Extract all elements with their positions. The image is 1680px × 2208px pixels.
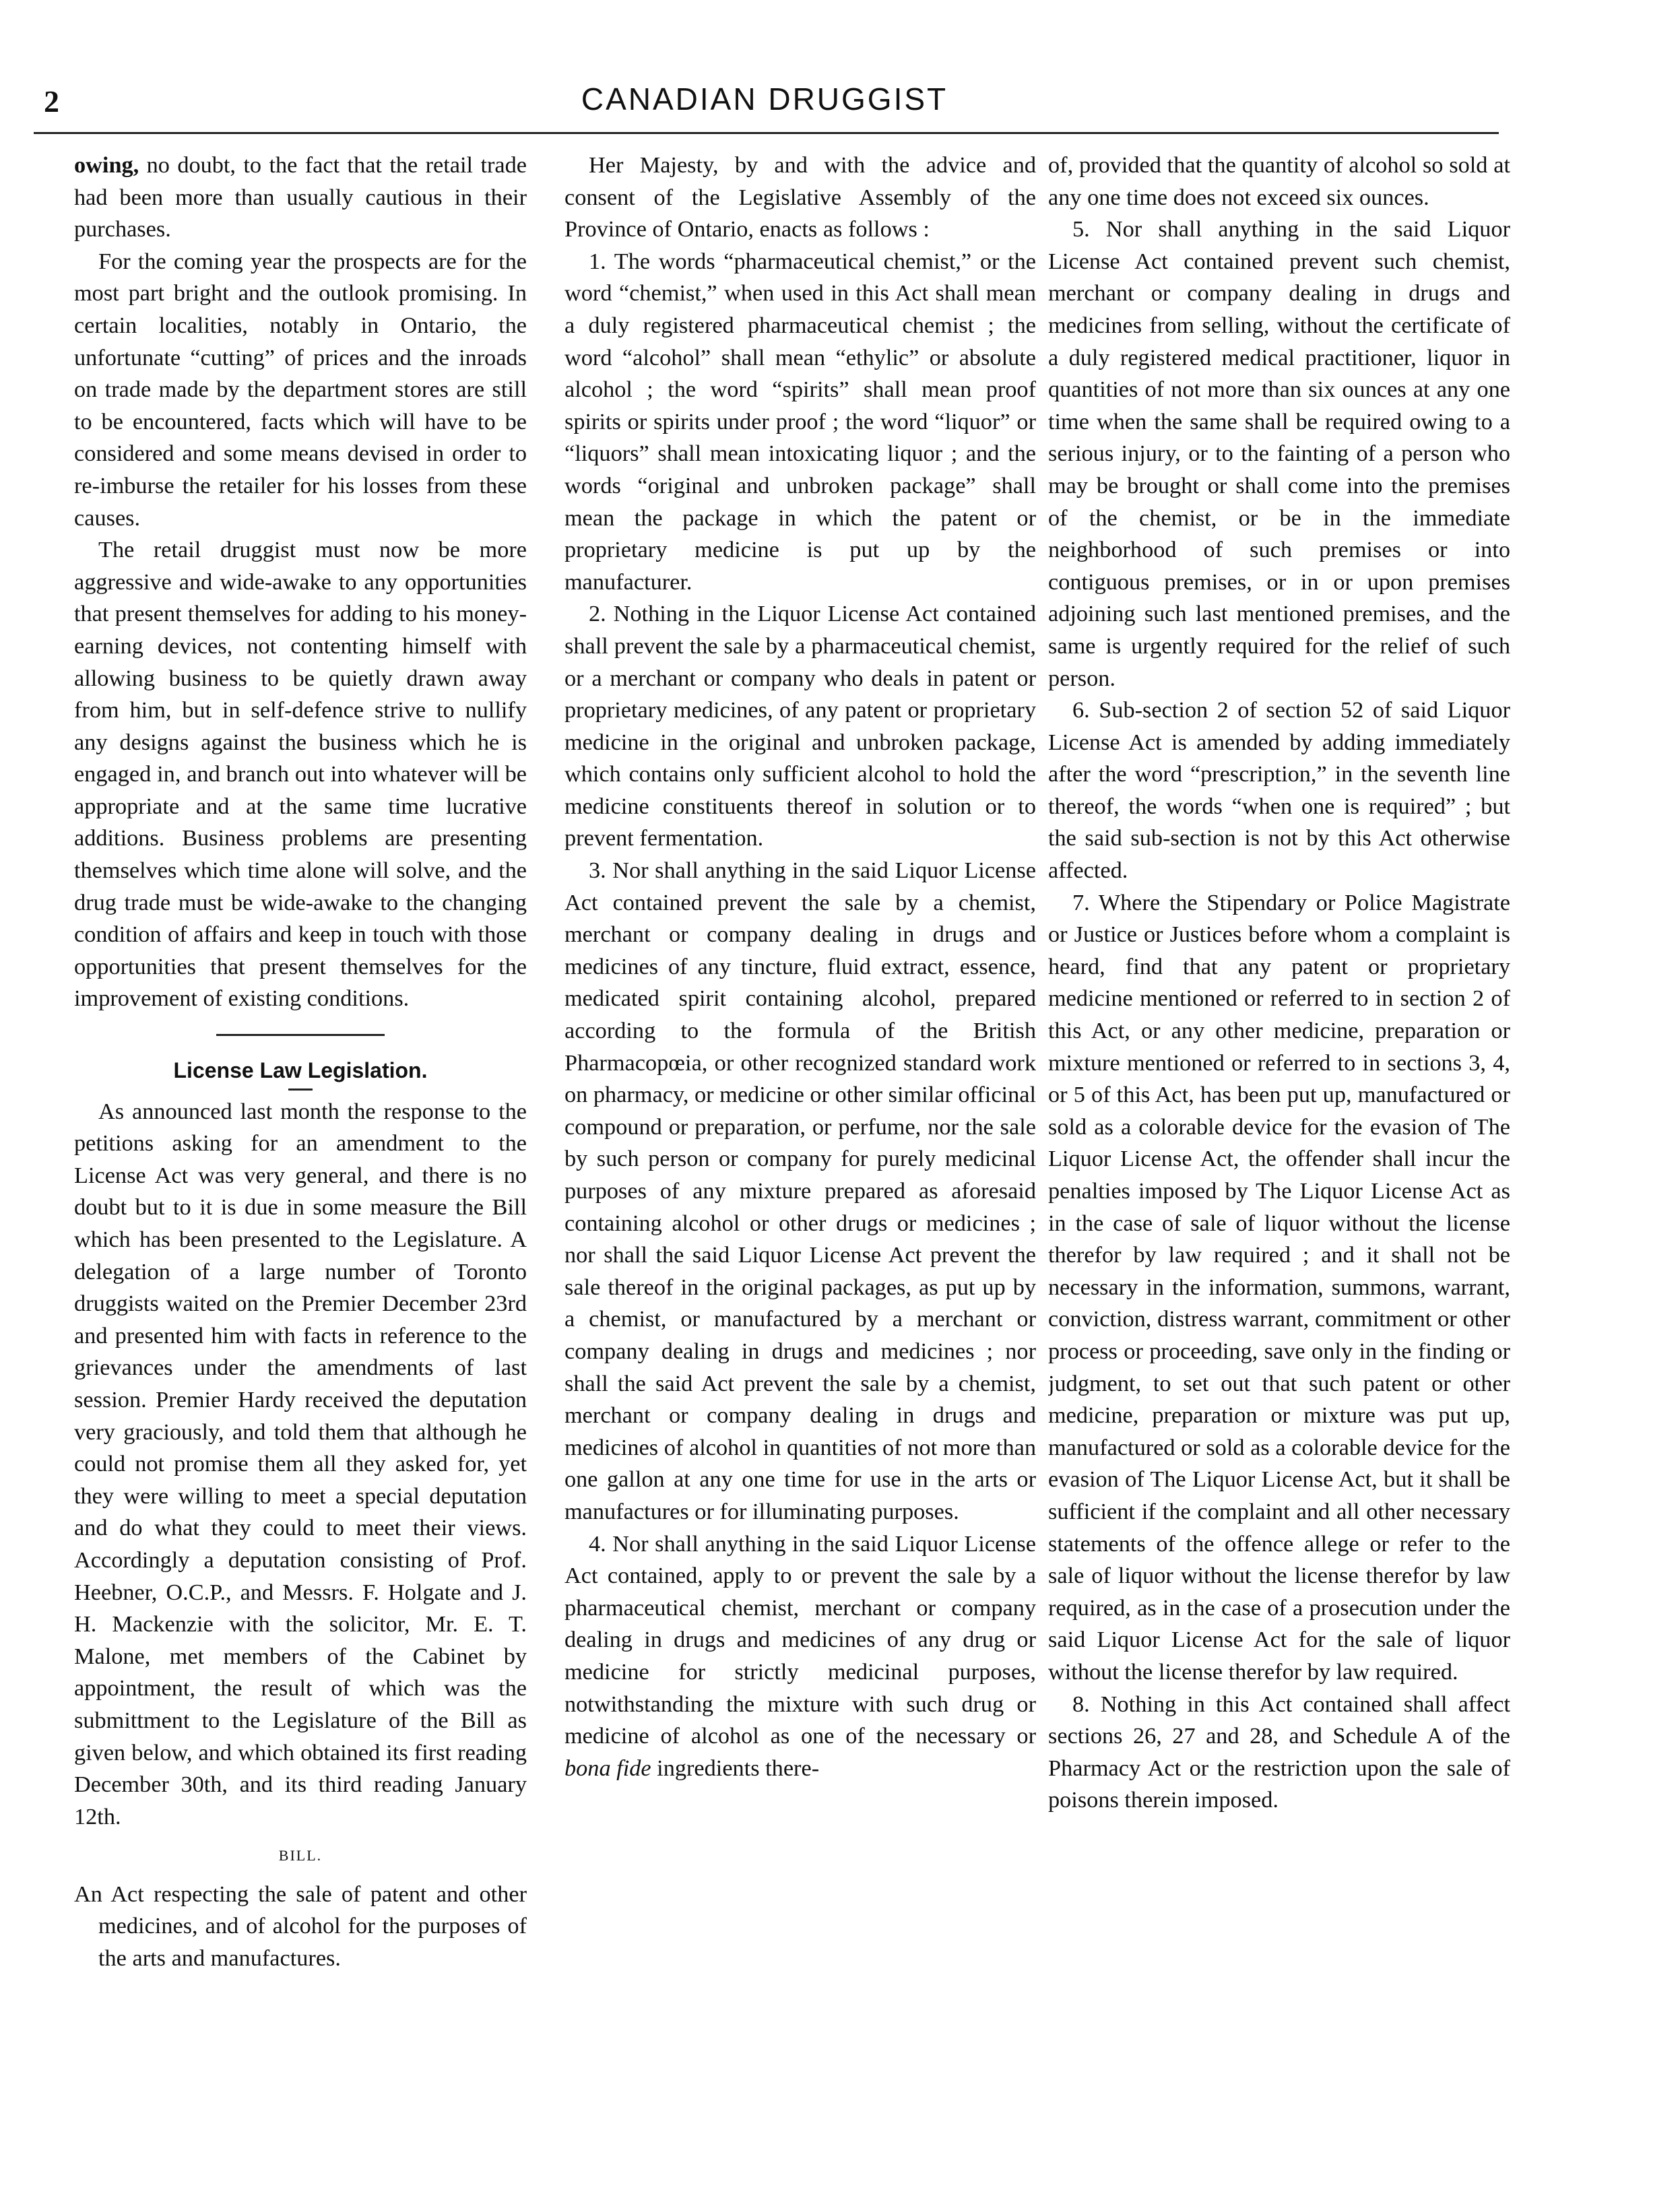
bill-section-4-italic: bona fide bbox=[564, 1755, 651, 1781]
bill-section-7: 7. Where the Stipendary or Police Magistrate or Justice or Justices before whom a complaint is heard, find that any patent or proprietary medicine mentioned or referred to in section 2 of this Act, or any other medicine, preparation or mixture mentioned or referred to in sections 3, 4, or 5 of this Act, has been put up, manufactured or sold as a colorable device for the evasion of The Liquor License Act, the offender shall incur the penalties imposed by The Liquor License Act as in the case of sale of liquor without the license therefor by law required ; and it shall not be necessary in the information, summons, warrant, conviction, distress warrant, commitment or other process or proceeding, save only in the finding or judgment, to set out that such patent or other medicine, preparation or mixture was put up, manufactured or sold as a colorable device for the evasion of The Liquor License Act, but it shall be sufficient if the complaint and all other necessary statements of the offence allege or refer to the sale of liquor without the license therefor by law required, as in the case of a prosecution under the said Liquor License Act for the sale of liquor without the license therefor by law required. bbox=[1048, 889, 1510, 1685]
paragraph-prospects: For the coming year the prospects are for the most part bright and the outlook promising. In certain localities, notably in Ontario, the unfortunate “cutting” of prices and the inroads on trade made by the department stores are still to be encountered, facts which will have to be considered and some means devised in order to re-imburse the retailer for his losses from these causes. bbox=[74, 248, 527, 531]
bill-section-4 bbox=[564, 1528, 1036, 1785]
bill-preamble: Her Majesty, by and with the advice and consent of the Legislative Assembly of the Province of Ontario, enacts as follows : bbox=[564, 152, 1036, 242]
bill-section-8: 8. Nothing in this Act contained shall affect sections 26, 27 and 28, and Schedule A of the Pharmacy Act or the restriction upon the sale of poisons therein imposed. bbox=[1048, 1691, 1510, 1813]
column-1 bbox=[74, 150, 527, 2170]
page-header bbox=[37, 81, 1492, 135]
page-number: 2 bbox=[44, 84, 59, 119]
paragraph-text: no doubt, to the fact that the retail trade had been more than usually cautious in their purchases. bbox=[74, 152, 527, 242]
bill-title: An Act respecting the sale of patent and other medicines, and of alcohol for the purposes of the arts and manufactures. bbox=[74, 1881, 527, 1972]
bill-section-4-text: 4. Nor shall anything in the said Liquor License Act contained, apply to or prevent the sale by a pharmaceutical chemist, merchant or company dealing in drugs and medicines of any drug or medicine for strictly medicinal purposes, notwithstanding the mixture with such drug or medicine of alcohol as one of the necessary or bbox=[564, 1530, 1036, 1749]
paragraph-continued bbox=[74, 150, 527, 246]
bill-section-4-continued: of, provided that the quantity of alcohol so sold at any one time does not exceed six ounces. bbox=[1048, 152, 1510, 210]
column-3 bbox=[1048, 150, 1510, 2170]
paragraph-announcement: As announced last month the response to the petitions asking for an amendment to the License Act was very general, and there is no doubt but to it is due in some measure the Bill which has been presented to the Legislature. A delegation of a large number of Toronto druggists waited on the Premier December 23rd and presented him with facts in reference to the grievances under the amendments of last session. Premier Hardy received the deputation very graciously, and told them that although he could not promise them all they asked for, yet they were willing to meet a special deputation and do what they could to meet their views. Accordingly a deputation consisting of Prof. Heebner, O.C.P., and Messrs. F. Holgate and J. H. Mackenzie with the solicitor, Mr. E. T. Malone, met members of the Cabinet by appointment, the result of which was the submittment to the Legislature of the Bill as given below, and which obtained its first reading December 30th, and its third reading January 12th. bbox=[74, 1098, 527, 1829]
section-heading: License Law Legislation. bbox=[173, 1058, 428, 1083]
bill-section-2: 2. Nothing in the Liquor License Act contained shall prevent the sale by a pharmaceutical chemist, or a merchant or company who deals in patent or proprietary medicines, of any patent or proprietary medicine in the original and unbroken package, which contains only sufficient alcohol to hold the medicine constituents thereof in solution or to prevent fermentation. bbox=[564, 601, 1036, 851]
paragraph-aggressive: The retail druggist must now be more aggressive and wide-awake to any opportunities that present themselves for adding to his money-earning devices, not contenting himself with allowing business to be quietly drawn away from him, but in self-defence strive to nullify any designs against the business which he is engaged in, and branch out into whatever will be appropriate and at the same time lucrative additions. Business problems are presenting themselves which time alone will solve, and the drug trade must be wide-awake to the changing condition of affairs and keep in touch with those opportunities that present themselves for the improvement of existing conditions. bbox=[74, 537, 527, 1012]
header-rule bbox=[34, 132, 1499, 134]
paragraph-lead-word: owing, bbox=[74, 152, 139, 178]
bill-section-3: 3. Nor shall anything in the said Liquor License Act contained prevent the sale by a chemist, merchant or company dealing in drugs and medicines of any tincture, fluid extract, essence, medicated spirit containing alcohol, prepared according to the formula of the British Pharmacopœia, or other recognized standard work on pharmacy, or medicine or other similar officinal compound or preparation, or perfume, nor the sale by such person or company for purely medicinal purposes of any mixture prepared as aforesaid containing alcohol or other drugs or medicines ; nor shall the said Liquor License Act prevent the sale thereof in the original packages, as put up by a chemist, or manufactured by a merchant or company dealing in drugs and medicines ; nor shall the said Act prevent the sale by a chemist, merchant or company dealing in drugs and medicines of alcohol in quantities of not more than one gallon at any one time for use in the arts or manufactures or for illuminating purposes. bbox=[564, 857, 1036, 1524]
bill-section-5: 5. Nor shall anything in the said Liquor License Act contained prevent such chemist, merchant or company dealing in drugs and medicines from selling, without the certificate of a duly registered medical practitioner, liquor in quantities of not more than six ounces at any one time when the same shall be required owing to a serious injury, or to the fainting of a person who may be brought or shall come into the premises of the chemist, or be in the immediate neighborhood of such premises or into contiguous premises, or in or upon premises adjoining such last mentioned premises, and the same is urgently required for the relief of such person. bbox=[1048, 216, 1510, 691]
bill-section-1: 1. The words “pharmaceutical chemist,” or the word “chemist,” when used in this Act shall mean a duly registered pharmaceutical chemist ; the word “alcohol” shall mean “ethylic” or absolute alcohol ; the word “spirits” shall mean proof spirits or spirits under proof ; the word “liquor” or “liquors” shall mean intoxicating liquor ; and the words “original and unbroken package” shall mean the package in which the patent or proprietary medicine is put up by the manufacturer. bbox=[564, 248, 1036, 595]
bill-heading: BILL. bbox=[278, 1847, 323, 1864]
bill-section-6: 6. Sub-section 2 of section 52 of said Liquor License Act is amended by adding immediately after the word “prescription,” in the seventh line thereof, the words “when one is required” ; but the said sub-section is not by this Act otherwise affected. bbox=[1048, 697, 1510, 884]
bill-section-4-text-end: ingredients there- bbox=[651, 1755, 820, 1781]
column-2 bbox=[564, 150, 1036, 2170]
heading-dash bbox=[288, 1089, 313, 1091]
running-title: CANADIAN DRUGGIST bbox=[581, 82, 948, 117]
section-separator-rule bbox=[216, 1034, 385, 1036]
